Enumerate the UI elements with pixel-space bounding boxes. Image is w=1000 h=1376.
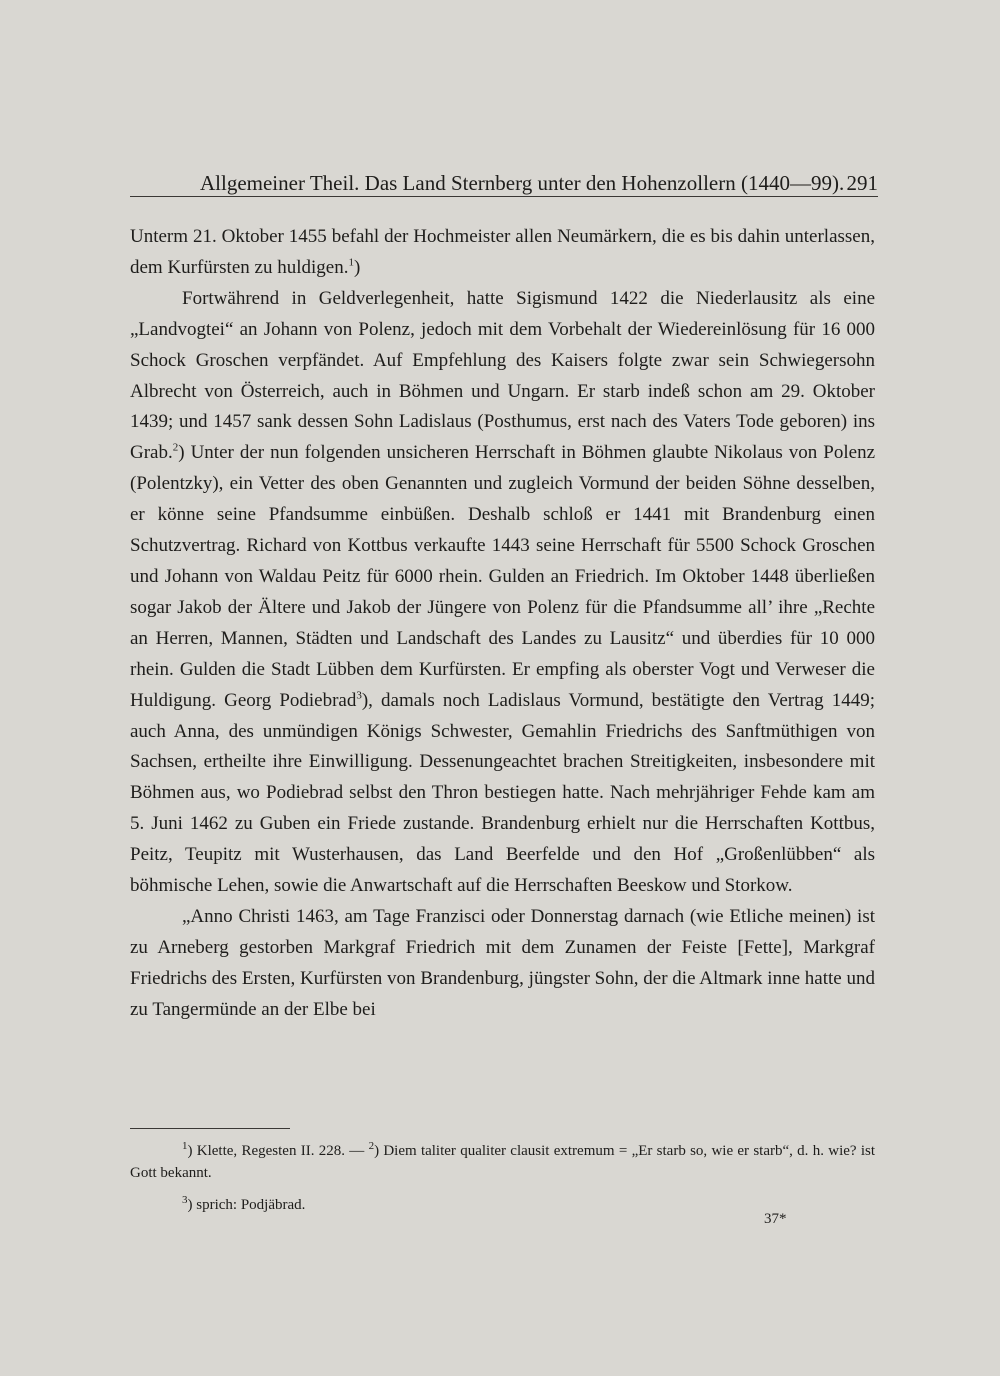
footnote-mark-3: 3 [182, 1194, 188, 1206]
footnotes [130, 1140, 875, 1216]
footnote-3-text: ) sprich: Podjäbrad. [187, 1197, 306, 1213]
page-number: 291 [846, 171, 878, 195]
footnote-ref-3: 3 [356, 689, 362, 702]
footnote-2-text: ) Diem taliter qualiter clausit extremum = „Er starb so, wie er starb“, d. h. wie? ist Gott bekannt. [130, 1143, 876, 1181]
footnote-mark-2: 2 [368, 1140, 375, 1152]
paragraph-2-part-a: Fortwährend in Geldverlegenheit, hatte Sigismund 1422 die Niederlausitz als eine „Landvogtei“ an Johann von Polenz, jedoch mit dem Vorbehalt der Wiedereinlösung für 16 000 Schock Groschen verpfändet. Auf Empfehlung des Kaisers folgte zwar sein Schwiegersohn Albrecht von Österreich, auch in Böhmen und Ungarn. Er starb indeß schon am 29. Oktober 1439; und 1457 sank dessen Sohn Ladislaus (Posthumus, erst nach des Vaters Tode geboren) ins Grab. [130, 287, 875, 464]
footnote-rule [130, 1128, 290, 1129]
footnote-1-2 [130, 1140, 875, 1184]
running-head [130, 168, 878, 198]
paragraph-2-part-b: ) Unter der nun folgenden unsicheren Herrschaft in Böhmen glaubte Nikolaus von Polenz (Polentzky), ein Vetter des oben Genannten und zugleich Vormund der beiden Söhne desselben, er könne seine Pfandsumme einbüßen. Deshalb schloß er 1441 mit Brandenburg einen Schutzvertrag. Richard von Kottbus verkaufte 1443 seine Herrschaft für 5500 Schock Groschen und Johann von Waldau Peitz für 6000 rhein. Gulden an Friedrich. Im Oktober 1448 überließen sogar Jakob der Ältere und Jakob der Jüngere von Polenz für die Pfandsumme all’ ihre „Rechte an Herren, Mannen, Städten und Landschaft des Landes zu Lausitz“ und überdies für 10 000 rhein. Gulden die Stadt Lübben dem Kurfürsten. Er empfing als oberster Vogt und Verweser die Huldigung. Georg Podiebrad [130, 442, 875, 711]
paragraph-2 [130, 284, 875, 902]
footnote-ref-2: 2 [172, 442, 179, 455]
paragraph-1-text: Unterm 21. Oktober 1455 befahl der Hochmeister allen Neumärkern, die es bis dahin unterlassen, dem Kurfürsten zu huldigen. [130, 226, 875, 278]
footnote-ref-1: 1 [348, 256, 354, 269]
running-head-title: Allgemeiner Theil. Das Land Sternberg unter den Hohenzollern (1440—99). [200, 171, 845, 195]
sheet-signature: 37* [764, 1211, 787, 1227]
header-rule [130, 196, 878, 197]
footnote-1-text: ) Klette, Regesten II. 228. — [187, 1143, 369, 1159]
paragraph-2-part-c: ), damals noch Ladislaus Vormund, bestätigte den Vertrag 1449; auch Anna, des unmündigen Königs Schwester, Gemahlin Friedrichs des Sanftmüthigen von Sachsen, ertheilte ihre Einwilligung. Dessenungeachtet brachen Streitigkeiten, insbesondere mit Böhmen aus, wo Podiebrad selbst den Thron bestiegen hatte. Nach mehrjähriger Fehde kam am 5. Juni 1462 zu Guben ein Friede zustande. Brandenburg erhielt nur die Herrschaften Kottbus, Peitz, Teupitz mit Wusterhausen, das Land Beerfelde und den Hof „Großenlübben“ als böhmische Lehen, sowie die Anwartschaft auf die Herrschaften Beeskow und Storkow. [130, 689, 875, 897]
footnote-mark-1: 1 [182, 1140, 188, 1152]
paragraph-1 [130, 222, 875, 284]
paragraph-3: „Anno Christi 1463, am Tage Franzisci oder Donnerstag darnach (wie Etliche meinen) ist zu Arneberg gestorben Markgraf Friedrich mit dem Zunamen der Feiste [Fette], Markgraf Friedrichs des Ersten, Kurfürsten von Brandenburg, jüngster Sohn, der die Altmark inne hatte und zu Tangermünde an der Elbe bei [130, 905, 875, 1020]
paragraph-1-tail: ) [353, 256, 361, 278]
main-text [130, 222, 875, 1026]
